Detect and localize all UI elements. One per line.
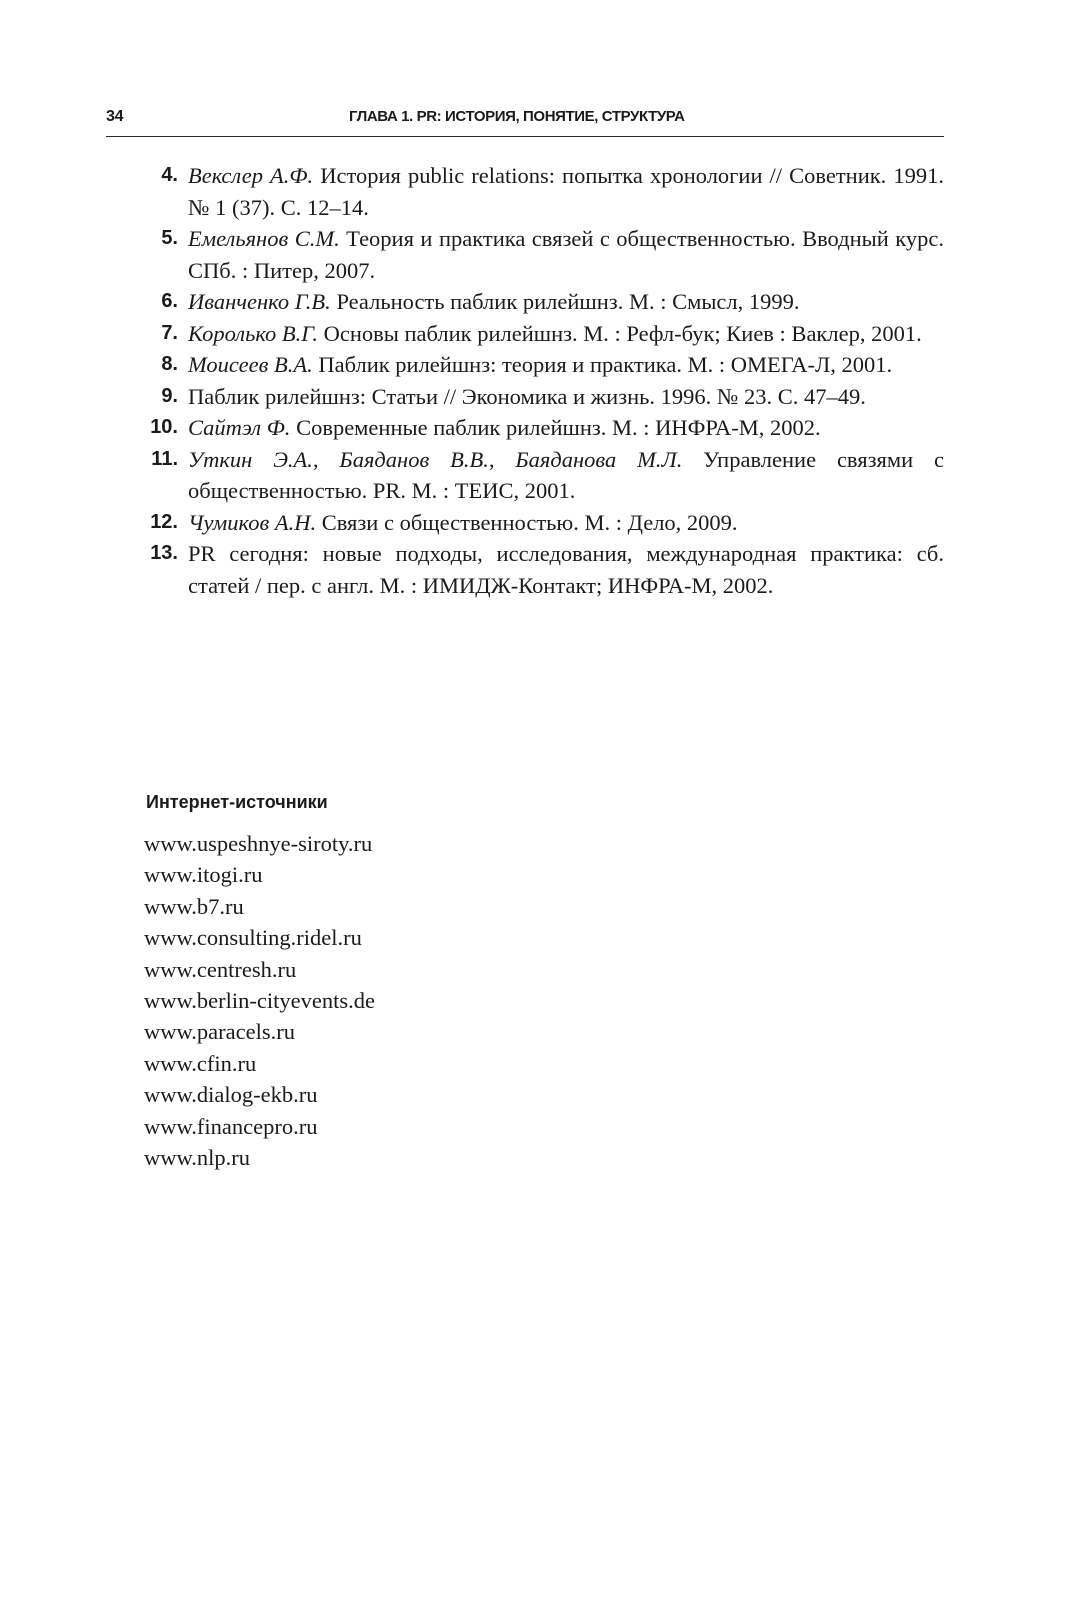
reference-item — [106, 349, 944, 381]
reference-author: Чумиков А.Н. — [188, 509, 317, 535]
reference-author: Векслер А.Ф. — [188, 163, 314, 188]
reference-text: История public relations: попытка хронологии // Советник. 1991. № 1 (37). С. 12–14. — [188, 163, 944, 220]
source-link[interactable]: www.centresh.ru — [144, 956, 297, 982]
reference-number: 10. — [150, 416, 178, 438]
reference-item — [106, 318, 944, 350]
internet-sources-heading: Интернет-источники — [146, 792, 328, 812]
reference-author: Емельянов С.М. — [188, 226, 340, 251]
reference-item — [106, 538, 944, 601]
reference-author: Иванченко Г.В. — [188, 289, 331, 314]
reference-item — [106, 160, 944, 223]
reference-author: Королько В.Г. — [188, 320, 318, 346]
source-link[interactable]: www.dialog-ekb.ru — [144, 1082, 318, 1108]
source-link[interactable]: www.nlp.ru — [144, 1145, 251, 1171]
reference-author: Моисеев В.А. — [188, 352, 313, 377]
source-link[interactable]: www.consulting.ridel.ru — [144, 925, 362, 951]
running-head: ГЛАВА 1. PR: ИСТОРИЯ, ПОНЯТИЕ, СТРУКТУРА — [349, 108, 685, 125]
source-link[interactable]: www.uspeshnye-siroty.ru — [144, 831, 373, 856]
reference-number: 5. — [161, 227, 178, 249]
reference-number: 9. — [161, 384, 178, 407]
reference-text: Управление связями с общественностью. PR. М. : ТЕИС, 2001. — [188, 446, 944, 503]
source-link[interactable]: www.itogi.ru — [144, 862, 263, 888]
reference-text: Основы паблик рилейшнз. М. : Рефл-бук; Киев : Ваклер, 2001. — [317, 320, 922, 346]
source-link[interactable]: www.b7.ru — [144, 893, 244, 919]
reference-text: Паблик рилейшнз: теория и практика. М. : ОМЕГА-Л, 2001. — [312, 352, 893, 377]
source-link[interactable]: www.berlin-cityevents.de — [144, 988, 375, 1014]
reference-item — [106, 507, 944, 539]
reference-number: 12. — [150, 510, 178, 533]
reference-number: 11. — [151, 447, 178, 470]
reference-text: PR сегодня: новые подходы, исследования, международная практика: сб. статей / пер. с англ. М. : ИМИДЖ-Контакт; ИНФРА-М, 2002. — [188, 541, 944, 598]
source-link[interactable]: www.financepro.ru — [144, 1113, 318, 1139]
reference-item — [106, 223, 944, 286]
reference-text: Теория и практика связей с общественностью. Вводный курс. СПб. : Питер, 2007. — [188, 226, 944, 283]
reference-number: 13. — [150, 542, 178, 564]
source-link[interactable]: www.paracels.ru — [144, 1019, 295, 1045]
reference-number: 4. — [161, 164, 178, 186]
reference-item — [106, 444, 944, 507]
page-number: 34 — [106, 108, 124, 125]
reference-number: 8. — [161, 353, 178, 375]
reference-text: Паблик рилейшнз: Статьи // Экономика и жизнь. 1996. № 23. С. 47–49. — [188, 383, 866, 409]
reference-text: Современные паблик рилейшнз. М. : ИНФРА-М, 2002. — [290, 415, 821, 440]
reference-item — [106, 286, 944, 318]
page-header — [106, 108, 944, 137]
reference-text: Реальность паблик рилейшнз. М. : Смысл, 1999. — [330, 289, 800, 314]
reference-number: 7. — [161, 321, 178, 344]
reference-author: Уткин Э.А., Баяданов В.В., Баяданова М.Л. — [188, 446, 683, 472]
reference-item — [106, 412, 944, 444]
internet-sources-list — [144, 828, 375, 1173]
reference-number: 6. — [161, 290, 178, 312]
source-link[interactable]: www.cfin.ru — [144, 1050, 257, 1076]
reference-text: Связи с общественностью. М. : Дело, 2009. — [316, 509, 738, 535]
reference-item — [106, 381, 944, 413]
reference-list — [106, 160, 944, 601]
reference-author: Сайтэл Ф. — [188, 415, 291, 440]
